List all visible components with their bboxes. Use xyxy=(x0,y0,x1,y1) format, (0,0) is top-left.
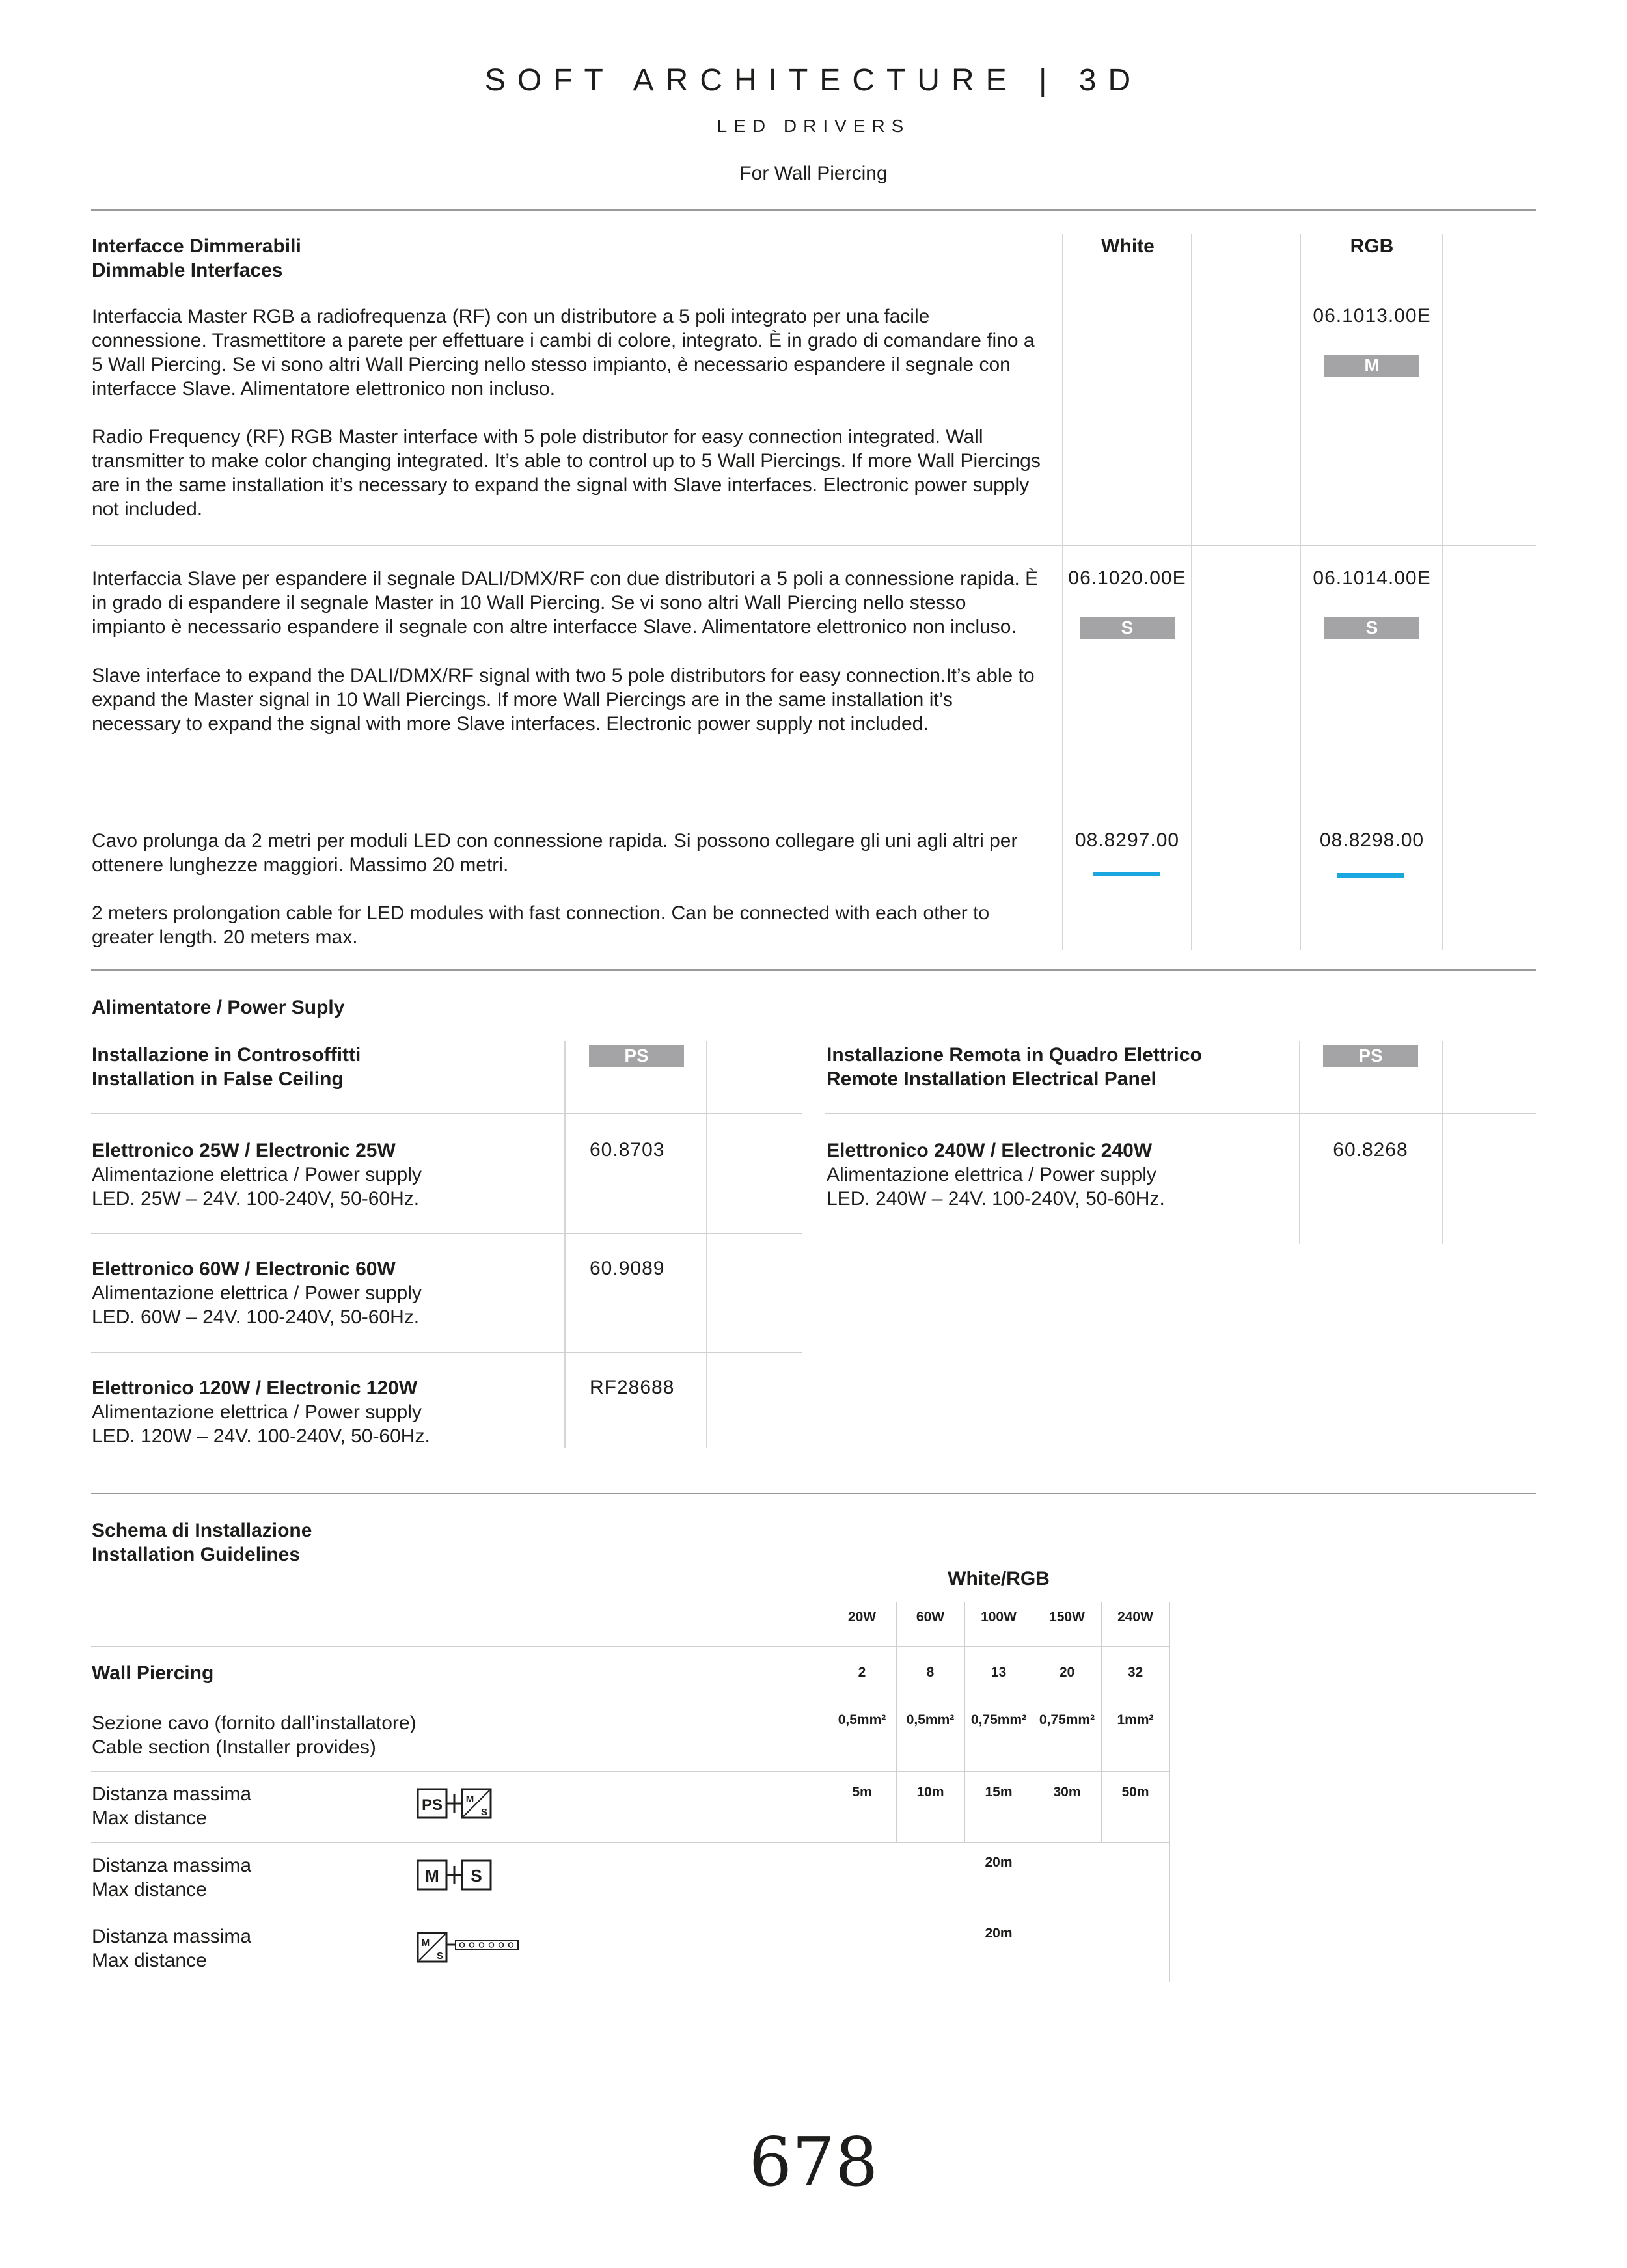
row-label-en: Max distance xyxy=(92,1950,207,1971)
row-label-it: Distanza massima xyxy=(92,1926,252,1947)
power-item xyxy=(92,1376,430,1448)
power-left-heading-it: Installazione in Controsoffitti xyxy=(92,1044,361,1066)
install-heading-it: Schema di Installazione xyxy=(92,1520,312,1541)
column-white-header: White xyxy=(1101,236,1155,257)
table-border xyxy=(1169,1602,1170,1982)
table-cell: 20m xyxy=(985,1926,1013,1941)
table-col-header: 60W xyxy=(916,1610,945,1625)
cable-swatch-rgb xyxy=(1337,873,1404,878)
table-cell: 0,5mm² xyxy=(838,1712,886,1727)
power-item xyxy=(92,1257,422,1329)
master-badge: M xyxy=(1324,355,1419,377)
table-col-header: 240W xyxy=(1117,1610,1153,1625)
table-cell: 0,5mm² xyxy=(906,1712,955,1727)
sym-b-top: M xyxy=(421,1937,430,1949)
row-label xyxy=(92,1711,417,1759)
sym-b-top: M xyxy=(465,1794,474,1805)
power-item-title: Elettronico 25W / Electronic 25W xyxy=(92,1140,396,1161)
power-item-line2: LED. 120W – 24V. 100-240V, 50-60Hz. xyxy=(92,1425,430,1447)
table-cell: 1mm² xyxy=(1117,1712,1154,1727)
table-cell: 32 xyxy=(1127,1665,1143,1680)
master-text-en: Radio Frequency (RF) RGB Master interface with 5 pole distributor for easy connection integrated. Wall transmitter to make color changing integrated. It’s able to control up to 5 Wall Piercings. If more Wall Piercings are in the same installation it’s necessary to expand the signal with Slave interfaces. Electronic power supply not included. xyxy=(92,426,1041,520)
interfaces-heading-en: Dimmable Interfaces xyxy=(92,260,283,281)
sym-b-label: S xyxy=(471,1866,482,1885)
table-cell: 0,75mm² xyxy=(970,1712,1027,1727)
row-label-it: Sezione cavo (fornito dall’installatore) xyxy=(92,1712,417,1734)
table-col-header: 20W xyxy=(847,1610,877,1625)
sym-a-label: PS xyxy=(421,1796,443,1814)
row-label xyxy=(92,1782,251,1830)
table-cell: 10m xyxy=(916,1785,944,1800)
row-label xyxy=(92,1924,251,1973)
power-right-heading-it: Installazione Remota in Quadro Elettrico xyxy=(827,1044,1202,1066)
install-table-title: White/RGB xyxy=(948,1568,1050,1589)
power-right-heading-en: Remote Installation Electrical Panel xyxy=(827,1068,1156,1090)
power-left-badge: PS xyxy=(589,1045,684,1067)
ps-to-ms-diagram xyxy=(417,1787,498,1822)
row-label-it: Distanza massima xyxy=(92,1855,252,1876)
cable-code-white: 08.8297.00 xyxy=(1074,830,1180,851)
install-heading-en: Installation Guidelines xyxy=(92,1544,301,1565)
power-item-title: Elettronico 120W / Electronic 120W xyxy=(92,1377,418,1399)
table-col-header: 150W xyxy=(1049,1610,1085,1625)
divider xyxy=(91,1493,1536,1494)
master-text-it: Interfaccia Master RGB a radiofrequenza (RF) con un distributore a 5 poli integrato per una facile connessione. Trasmettitore a parete per effettuare i cambi di colore, integrato. È in grado di comandare fino a 5 Wall Piercing. Se vi sono altri Wall Piercing nello stesso impianto, è necessario espandere il segnale con interfacce Slave. Alimentatore elettronico non incluso. xyxy=(92,306,1035,399)
power-item-line1: Alimentazione elettrica / Power supply xyxy=(827,1164,1156,1185)
power-heading: Alimentatore / Power Suply xyxy=(92,997,345,1018)
slave-code-rgb: 06.1014.00E xyxy=(1313,567,1431,589)
power-item-line2: LED. 240W – 24V. 100-240V, 50-60Hz. xyxy=(827,1188,1165,1209)
power-item-title: Elettronico 240W / Electronic 240W xyxy=(827,1140,1153,1161)
column-divider xyxy=(1442,234,1443,950)
master-code-rgb: 06.1013.00E xyxy=(1313,305,1431,327)
page-number: 678 xyxy=(748,2122,879,2202)
row-label-en: Max distance xyxy=(92,1879,207,1900)
power-item xyxy=(92,1139,422,1211)
table-border xyxy=(91,1842,1169,1843)
sym-a-label: M xyxy=(425,1866,439,1885)
table-cell: 50m xyxy=(1121,1785,1149,1800)
cable-text-it: Cavo prolunga da 2 metri per moduli LED con connessione rapida. Si possono collegare gli uni agli altri per ottenere lunghezze maggiori. Massimo 20 metri. xyxy=(92,830,1018,876)
row-label xyxy=(92,1854,251,1902)
row-label-en: Cable section (Installer provides) xyxy=(92,1736,376,1758)
power-item-code: RF28688 xyxy=(590,1377,675,1398)
m-to-s-diagram xyxy=(417,1858,498,1893)
power-item-line2: LED. 60W – 24V. 100-240V, 50-60Hz. xyxy=(92,1306,420,1328)
column-divider xyxy=(564,1041,566,1448)
divider xyxy=(91,969,1536,971)
cable-swatch-white xyxy=(1093,872,1160,876)
slave-text-en: Slave interface to expand the DALI/DMX/RF signal with two 5 pole distributors for easy connection.It’s able to expand the Master signal in 10 Wall Piercings. If more Wall Piercings are in the same installation it’s necessary to expand the signal with more Slave interfaces. Electronic power supply not included. xyxy=(92,665,1035,735)
table-cell: 20m xyxy=(985,1855,1013,1870)
table-border xyxy=(91,1771,1169,1772)
column-divider xyxy=(706,1041,707,1448)
table-cell: 20 xyxy=(1059,1665,1075,1680)
power-item-code: 60.8703 xyxy=(590,1139,665,1161)
power-item-line1: Alimentazione elettrica / Power supply xyxy=(92,1282,422,1304)
slave-badge-rgb: S xyxy=(1324,617,1419,639)
power-item-line2: LED. 25W – 24V. 100-240V, 50-60Hz. xyxy=(92,1188,420,1209)
cable-text-en: 2 meters prolongation cable for LED modules with fast connection. Can be connected with each other to greater length. 20 meters max. xyxy=(92,902,990,948)
table-cell: 0,75mm² xyxy=(1039,1712,1095,1727)
divider xyxy=(91,209,1536,211)
row-label: Wall Piercing xyxy=(92,1662,214,1684)
row-label-it: Distanza massima xyxy=(92,1783,252,1805)
power-item-line1: Alimentazione elettrica / Power supply xyxy=(92,1401,422,1423)
ms-to-led-diagram xyxy=(417,1930,521,1965)
row-divider xyxy=(91,1113,802,1114)
interfaces-heading-it: Interfacce Dimmerabili xyxy=(92,236,301,257)
row-divider xyxy=(91,1233,802,1234)
power-item-title: Elettronico 60W / Electronic 60W xyxy=(92,1258,396,1280)
power-item-code: 60.9089 xyxy=(590,1258,665,1279)
table-cell: 15m xyxy=(985,1785,1013,1800)
row-divider xyxy=(91,545,1536,546)
sym-b-bottom: S xyxy=(436,1951,444,1962)
power-item xyxy=(827,1139,1165,1211)
table-cell: 5m xyxy=(852,1785,872,1800)
table-cell: 2 xyxy=(858,1665,866,1680)
column-divider xyxy=(1300,234,1301,950)
row-label-en: Max distance xyxy=(92,1807,207,1829)
table-cell: 30m xyxy=(1053,1785,1081,1800)
table-col-header: 100W xyxy=(981,1610,1017,1625)
slave-badge-white: S xyxy=(1080,617,1175,639)
page-title: SOFT ARCHITECTURE | 3D xyxy=(484,63,1143,98)
page-subtitle: LED DRIVERS xyxy=(717,116,910,136)
power-left-heading-en: Installation in False Ceiling xyxy=(92,1068,344,1090)
column-divider xyxy=(1442,1041,1443,1244)
table-border xyxy=(91,1646,1169,1647)
table-cell: 8 xyxy=(926,1665,935,1680)
power-item-line1: Alimentazione elettrica / Power supply xyxy=(92,1164,422,1185)
cable-code-rgb: 08.8298.00 xyxy=(1319,830,1425,851)
column-rgb-header: RGB xyxy=(1350,236,1394,257)
slave-text-it: Interfaccia Slave per espandere il segnale DALI/DMX/RF con due distributori a 5 poli a connessione rapida. È in grado di espandere il segnale Master in 10 Wall Piercing. Se vi sono altri Wall Piercing nello stesso impianto è necessario espandere il segnale con altre interfacce Slave. Alimentatore elettronico non incluso. xyxy=(92,568,1039,638)
row-divider xyxy=(825,1113,1536,1114)
table-cell: 13 xyxy=(991,1665,1007,1680)
row-divider xyxy=(91,1352,802,1353)
sym-b-bottom: S xyxy=(480,1807,488,1818)
power-item-code: 60.8268 xyxy=(1333,1139,1408,1161)
page-caption: For Wall Piercing xyxy=(739,163,888,184)
slave-code-white: 06.1020.00E xyxy=(1068,567,1186,589)
power-right-badge: PS xyxy=(1323,1045,1418,1067)
